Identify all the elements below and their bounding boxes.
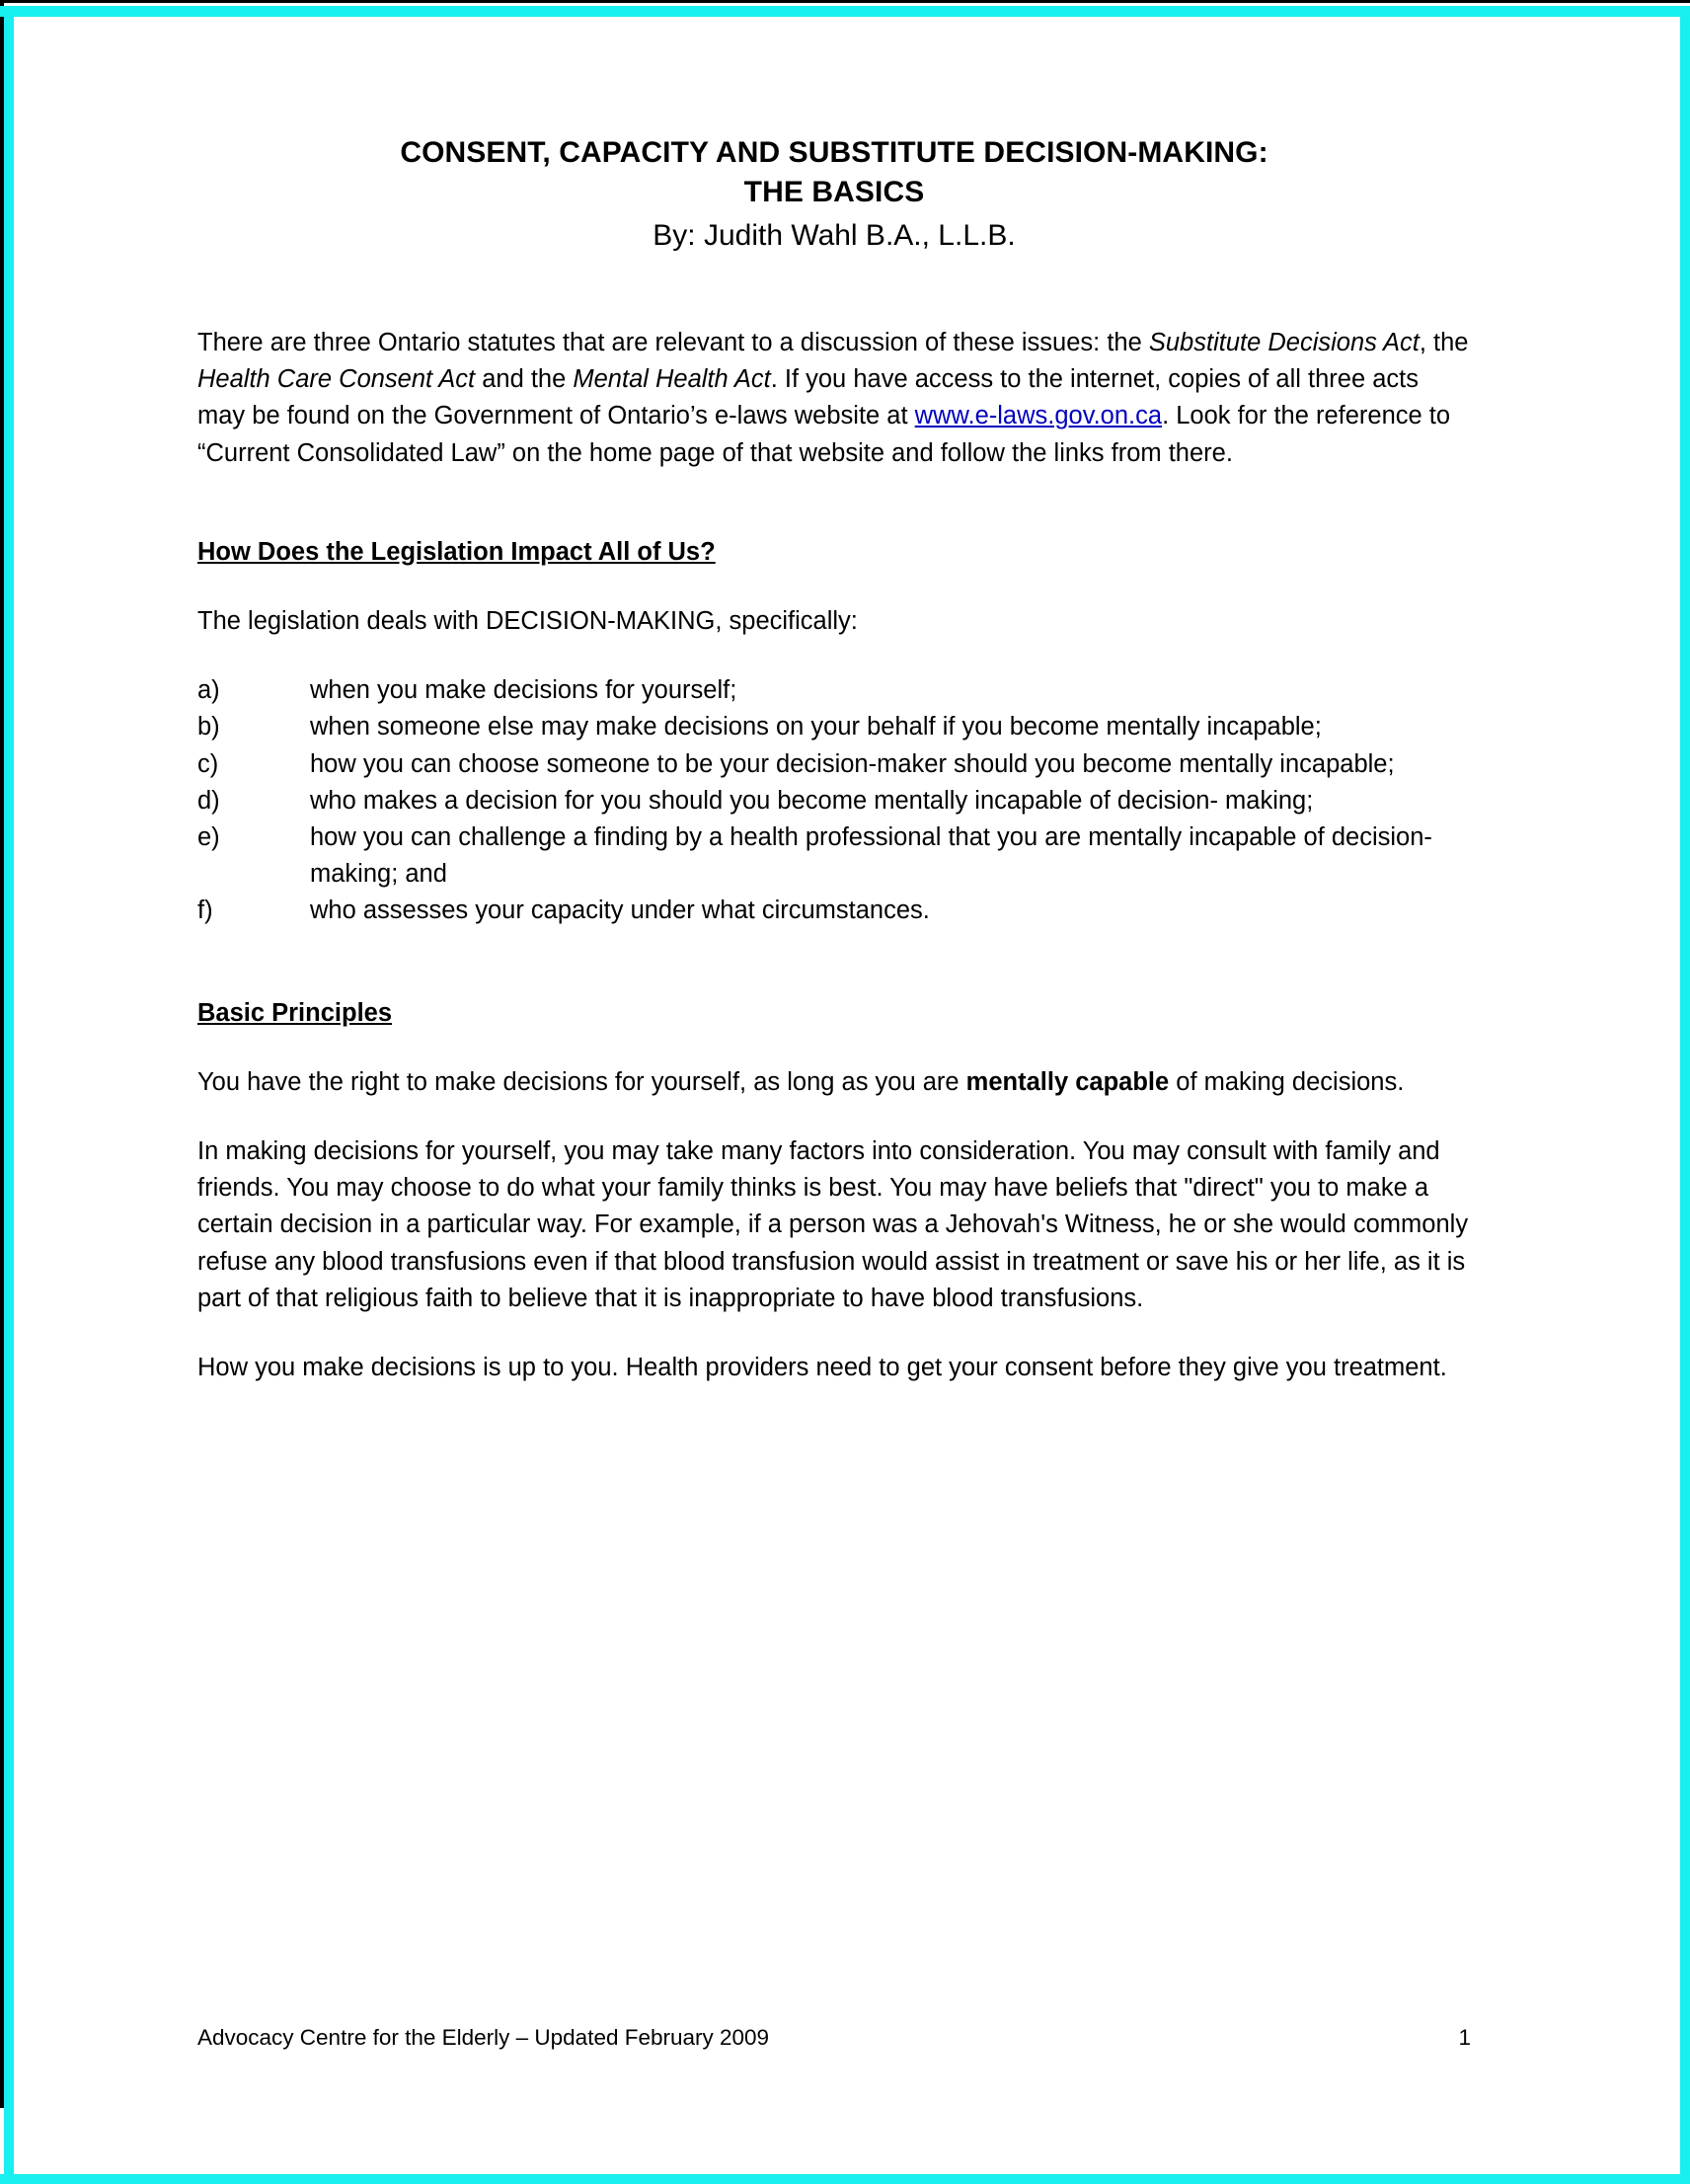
- page-sheet: [14, 17, 1680, 2174]
- page-title: [197, 133, 1471, 212]
- section-heading-basic-principles: Basic Principles: [197, 998, 393, 1027]
- statute-name-mental-health-act: Mental Health Act: [573, 365, 771, 394]
- list-item-marker: b): [197, 713, 220, 741]
- section-heading-impact: How Does the Legislation Impact All of Us?: [197, 537, 716, 566]
- bp1-segment-1: You have the right to make decisions for yourself, as long as you are: [197, 1067, 966, 1096]
- bp1-segment-2: of making decisions.: [1169, 1067, 1405, 1096]
- footer-page-number: 1: [1458, 2025, 1471, 2050]
- basic-principles-paragraph-1: [197, 1064, 1471, 1101]
- list-item: [197, 783, 1471, 819]
- list-item-marker: e): [197, 823, 220, 852]
- title-block: [197, 17, 1471, 256]
- impact-lead-in-paragraph: The legislation deals with DECISION-MAKING, specifically:: [197, 607, 858, 636]
- list-item-marker: d): [197, 786, 220, 815]
- document-body: [197, 17, 1471, 1386]
- intro-paragraph: [197, 325, 1471, 472]
- page-border-left-cyan: [4, 6, 14, 2184]
- list-item-text: how you can choose someone to be your decision-maker should you become mentally incapable;: [310, 749, 1395, 778]
- list-item-text: who makes a decision for you should you become mentally incapable of decision- making;: [310, 786, 1314, 815]
- footer-attribution: Advocacy Centre for the Elderly – Updated February 2009: [197, 2025, 770, 2050]
- list-item-text: when someone else may make decisions on your behalf if you become mentally incapable;: [310, 713, 1322, 741]
- intro-segment-4: . If you have access to the internet, copies of all three acts may be found on the Government of Ontario’s e-laws website at: [197, 365, 1419, 430]
- list-item: [197, 709, 1471, 745]
- doc-title-line-2: THE BASICS: [743, 176, 925, 208]
- list-item: [197, 893, 1471, 929]
- list-item-text: how you can challenge a finding by a health professional that you are mentally incapable of decision-making; and: [310, 823, 1432, 889]
- doc-author: By: Judith Wahl B.A., L.L.B.: [653, 219, 1016, 252]
- mentally-capable-emphasis: mentally capable: [965, 1067, 1170, 1096]
- list-item: [197, 672, 1471, 709]
- e-laws-website-link[interactable]: www.e-laws.gov.on.ca: [914, 402, 1163, 430]
- intro-segment-3: and the: [475, 365, 574, 394]
- list-item-text: who assesses your capacity under what circumstances.: [310, 897, 930, 925]
- list-item: [197, 746, 1471, 783]
- list-item-marker: f): [197, 897, 213, 925]
- statute-name-substitute-decisions-act: Substitute Decisions Act: [1148, 329, 1420, 356]
- basic-principles-paragraph-2: In making decisions for yourself, you may take many factors into consideration. You may consult with family and friends. You may choose to do what your family thinks is best. You may have beliefs that "direct" you to make a certain decision in a particular way. For example, if a person was a Jehovah's Witness, he or she would commonly refuse any blood transfusions even if that blood transfusion would assist in treatment or save his or her life, as it is part of that religious faith to believe that it is inappropriate to have blood transfusions.: [197, 1137, 1469, 1312]
- list-item: [197, 819, 1471, 893]
- page-border-bottom-cyan: [0, 2174, 1690, 2184]
- intro-segment-5: . Look for the reference to “Current Consolidated Law” on the home page of that website and follow the links from there.: [197, 402, 1451, 467]
- intro-segment-2: , the: [1419, 329, 1469, 356]
- list-item-marker: c): [197, 749, 219, 778]
- list-item-marker: a): [197, 676, 220, 705]
- page-border-right-cyan: [1680, 6, 1690, 2184]
- legislation-items-list: [197, 672, 1471, 929]
- list-item-text: when you make decisions for yourself;: [310, 676, 737, 705]
- basic-principles-paragraph-3: How you make decisions is up to you. Health providers need to get your consent before they give you treatment.: [197, 1354, 1447, 1382]
- intro-segment-1: There are three Ontario statutes that are relevant to a discussion of these issues: the: [197, 329, 1149, 356]
- page-footer: [197, 2023, 1471, 2053]
- statute-name-health-care-consent-act: Health Care Consent Act: [197, 365, 476, 394]
- doc-title-line-1: CONSENT, CAPACITY AND SUBSTITUTE DECISION-MAKING:: [400, 136, 1268, 169]
- page-border-top-cyan: [0, 6, 1690, 17]
